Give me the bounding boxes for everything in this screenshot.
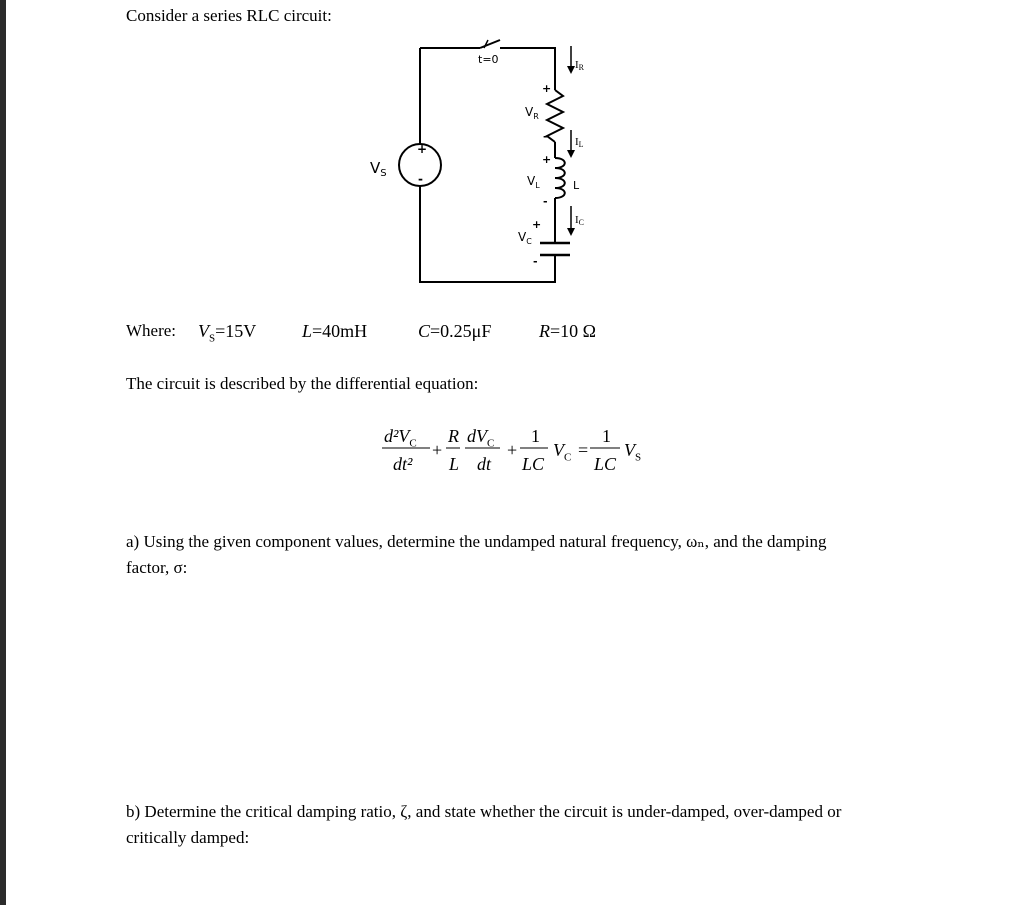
intro-text: Consider a series RLC circuit: [126,6,332,25]
resistor [547,90,563,142]
eq-term3-denominator: LC [522,454,545,474]
resistor-plus: + [542,82,552,95]
eq-term3-numerator: 1 [531,426,540,446]
question-a-line1: a) Using the given component values, determine the undamped natural frequency, ωₙ, and the damping [126,532,827,551]
eq-term1-numerator: $d^2V_C$ [384,426,417,450]
current-label-l: IL [575,136,584,149]
eq-vc: $V_C$ [553,440,572,464]
resistor-voltage: $V_R$ [525,105,539,121]
resistor-minus: - [543,130,548,143]
capacitor-minus: - [533,255,538,268]
c-number: =0.25μF [430,321,492,341]
eq-term1-denominator: dt² [393,454,413,474]
eq-term2a-numerator: R [448,426,459,446]
eq-term2a-denominator: L [449,454,460,474]
eq-term2b-denominator: dt [477,454,492,474]
question-b-line2: critically damped: [126,828,250,847]
vs-number: =15V [215,321,257,341]
r-value [539,321,596,342]
switch-label: t=0 [478,53,499,66]
source-label: $V_S$ [370,159,387,179]
question-a [126,529,926,581]
eq-term4-numerator: 1 [602,426,611,446]
l-value [302,321,367,342]
eq-plus-1: + [432,440,443,460]
inductor-plus: + [542,153,552,166]
inductor-voltage: $V_L$ [527,174,540,190]
eq-term4-denominator: LC [594,454,617,474]
vs-subscript: S [209,332,216,345]
question-b [126,799,926,851]
current-arrowhead-r [567,66,575,74]
capacitor-voltage: $V_C$ [518,230,532,246]
inductor [555,158,565,198]
question-b-line1: b) Determine the critical damping ratio, ζ, and state whether the circuit is under-damped, over-damped or [126,802,842,821]
l-number: =40mH [312,321,368,341]
c-symbol: C [418,321,431,341]
window-edge [0,0,6,905]
current-label-r: IR [575,59,585,72]
eq-plus-2: + [507,440,518,460]
inductor-name: L [573,179,580,192]
r-number: =10 Ω [550,321,597,341]
current-arrowhead-c [567,228,575,236]
vs-symbol: V [198,321,209,341]
switch-blade [480,40,500,48]
current-arrowhead-l [567,150,575,158]
source-plus: + [417,142,428,156]
where-label: Where: [126,321,177,340]
eq-vs: $V_S$ [624,440,642,464]
l-symbol: L [302,321,313,341]
eq-term2b-numerator: $dV_C$ [467,426,495,450]
rlc-circuit-diagram [360,30,620,290]
capacitor-plus: + [532,218,542,231]
c-value [418,321,491,342]
eq-fraction-bars [380,446,650,450]
r-symbol: R [539,321,550,341]
inductor-minus: - [543,195,548,208]
described-text: The circuit is described by the differential equation: [126,374,479,393]
current-label-c: IC [575,214,585,227]
eq-equals: = [578,440,589,460]
vs-value [198,321,256,345]
question-a-line2: factor, σ: [126,558,188,577]
source-minus: - [418,172,423,186]
